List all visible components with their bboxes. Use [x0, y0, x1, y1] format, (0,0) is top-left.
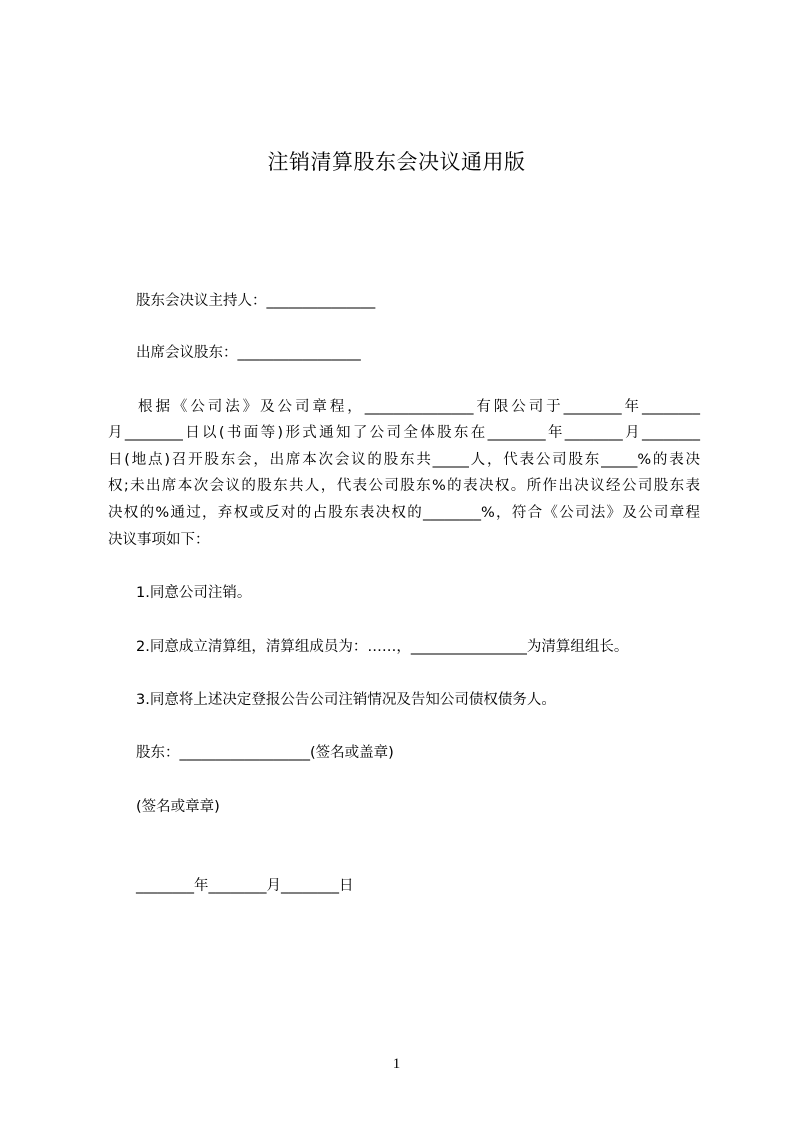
resolution-item-1: 1.同意公司注销。: [136, 585, 252, 601]
date-line: ________年________月________日: [136, 878, 354, 894]
paragraph-line: 月________日以(书面等)形式通知了公司全体股东在________年________月________: [108, 425, 700, 441]
paragraph-line: 权;未出席本次会议的股东共人，代表公司股东%的表决权。所作出决议经公司股东表: [108, 478, 700, 494]
resolution-item-3: 3.同意将上述决定登报公告公司注销情况及告知公司债权债务人。: [136, 692, 556, 708]
host-line: 股东会决议主持人：_______________: [136, 293, 376, 309]
document-title: 注销清算股东会决议通用版: [267, 150, 526, 174]
page-number: 1: [392, 1056, 401, 1072]
paragraph-line: 根据《公司法》及公司章程，_______________有限公司于________年________: [138, 399, 700, 415]
paragraph-line: 日(地点)召开股东会，出席本次会议的股东共_____人，代表公司股东_____%的表决: [108, 452, 700, 468]
paragraph-line: 决权的%通过，弃权或反对的占股东表决权的________%，符合《公司法》及公司章程: [108, 505, 700, 521]
shareholder-signature-line: 股东：__________________(签名或盖章): [136, 745, 394, 761]
resolution-item-2: 2.同意成立清算组，清算组成员为：……，________________为清算组组长。: [136, 639, 629, 655]
attendees-line: 出席会议股东：_________________: [136, 345, 361, 361]
paragraph-line: 决议事项如下：: [108, 532, 210, 548]
signature-note: (签名或章章): [136, 799, 220, 815]
